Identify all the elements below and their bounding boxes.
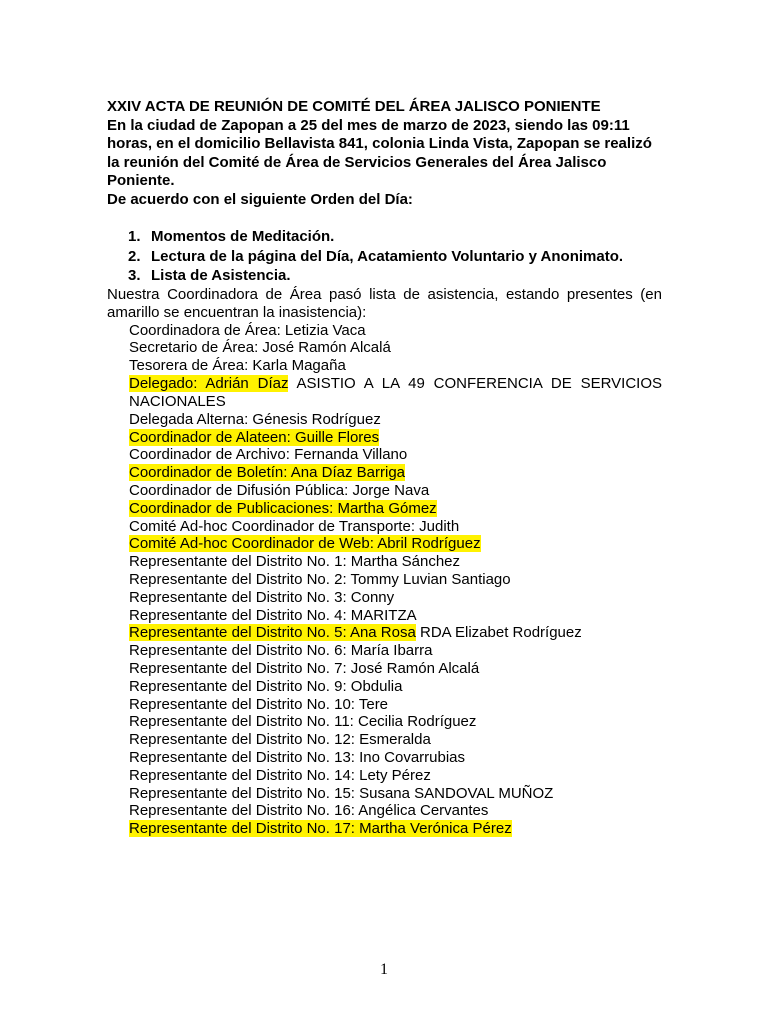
attendance-row [129,624,662,642]
attendance-text: Representante del Distrito No. 15: Susana SANDOVAL MUÑOZ [129,784,554,802]
attendance-text: Coordinador de Archivo: Fernanda Villano [129,446,408,464]
orden-item-text: Lista de Asistencia. [151,267,291,284]
attendance-text: Representante del Distrito No. 6: María Ibarra [129,642,433,660]
attendance-text: Representante del Distrito No. 14: Lety Pérez [129,766,431,784]
attendance-text: Representante del Distrito No. 9: Obdulia [129,677,403,695]
orden-item [128,227,662,247]
orden-item-number: 1. [128,228,141,245]
orden-item-number: 2. [128,247,141,265]
absence-highlight: Comité Ad-hoc Coordinador de Web: Abril Rodríguez [129,535,481,553]
attendance-row [129,518,662,536]
attendance-row [129,535,662,553]
attendance-text: RDA Elizabet Rodríguez [415,624,582,642]
attendance-text: Representante del Distrito No. 10: Tere [129,695,389,713]
intro-line: la reunión del Comité de Área de Servicios Generales del Área Jalisco [107,153,607,171]
attendance-text: Comité Ad-hoc Coordinador de Transporte: Judith [129,517,460,535]
attendance-text: Representante del Distrito No. 3: Conny [129,588,395,606]
intro-line: En la ciudad de Zapopan a 25 del mes de marzo de 2023, siendo las 09:11 [107,116,630,134]
attendance-text: ASISTIO A LA 49 CONFERENCIA DE SERVICIOS NACIONALES [129,374,662,410]
attendance-row [129,678,662,696]
attendance-row [129,767,662,785]
attendance-text: Coordinador de Difusión Pública: Jorge Nava [129,482,430,500]
attendance-text: Representante del Distrito No. 1: Martha Sánchez [129,553,461,571]
attendance-text: Representante del Distrito No. 2: Tommy Luvian Santiago [129,571,511,589]
attendance-row [129,749,662,767]
orden-item-number: 3. [128,267,141,284]
attendance-row [129,375,662,411]
document-body [107,98,662,838]
attendance-text: Secretario de Área: José Ramón Alcalá [129,339,391,357]
absence-highlight: Delegado: Adrián Díaz [129,374,289,392]
attendance-row [129,482,662,500]
orden-item-text: Lectura de la página del Día, Acatamiento Voluntario y Anonimato. [151,247,624,265]
attendance-row [129,357,662,375]
asistencia-intro: Nuestra Coordinadora de Área pasó lista de asistencia, estando presentes (en amarillo se encuentran la inasistencia): [107,285,662,321]
attendance-text: Representante del Distrito No. 7: José Ramón Alcalá [129,660,480,678]
attendance-row [129,589,662,607]
attendance-row [129,696,662,714]
attendance-text: Representante del Distrito No. 13: Ino Covarrubias [129,749,466,767]
absence-highlight: Coordinador de Boletín: Ana Díaz Barriga [129,464,405,482]
attendance-row [129,500,662,518]
attendance-row [129,322,662,340]
attendance-text: Coordinadora de Área: Letizia Vaca [129,321,366,339]
attendance-row [129,446,662,464]
absence-highlight: Coordinador de Publicaciones: Martha Gómez [129,499,437,517]
attendance-row [129,660,662,678]
attendance-text: Representante del Distrito No. 16: Angélica Cervantes [129,802,489,820]
attendance-text: Delegada Alterna: Génesis Rodríguez [129,410,381,428]
attendance-row [129,713,662,731]
orden-item [128,266,662,286]
spacer [107,209,662,227]
absence-highlight: Representante del Distrito No. 5: Ana Rosa [129,624,416,642]
attendance-row [129,607,662,625]
attendance-row [129,731,662,749]
intro-line: De acuerdo con el siguiente Orden del Día: [107,190,413,208]
attendance-row [129,411,662,429]
attendance-text: Representante del Distrito No. 11: Cecilia Rodríguez [129,713,477,731]
orden-item-text: Momentos de Meditación. [151,228,335,245]
attendance-row [129,553,662,571]
document-title: XXIV ACTA DE REUNIÓN DE COMITÉ DEL ÁREA JALISCO PONIENTE [107,98,601,115]
attendance-row [129,785,662,803]
attendance-row [129,571,662,589]
attendance-row [129,429,662,447]
attendance-row [129,642,662,660]
orden-del-dia-list [107,227,662,286]
intro-line: Poniente. [107,172,175,189]
intro-line: horas, en el domicilio Bellavista 841, colonia Linda Vista, Zapopan se realizó [107,135,652,152]
page-number: 1 [380,961,388,978]
attendance-row [129,802,662,820]
attendance-row [129,820,662,838]
attendance-text: Tesorera de Área: Karla Magaña [129,357,346,375]
attendance-row [129,339,662,357]
orden-item [128,247,662,267]
attendance-text: Representante del Distrito No. 12: Esmeralda [129,731,431,749]
absence-highlight: Coordinador de Alateen: Guille Flores [129,428,380,446]
absence-highlight: Representante del Distrito No. 17: Martha Verónica Pérez [129,820,512,838]
attendance-row [129,464,662,482]
attendance-list [107,322,662,839]
attendance-text: Representante del Distrito No. 4: MARITZA [129,606,417,624]
